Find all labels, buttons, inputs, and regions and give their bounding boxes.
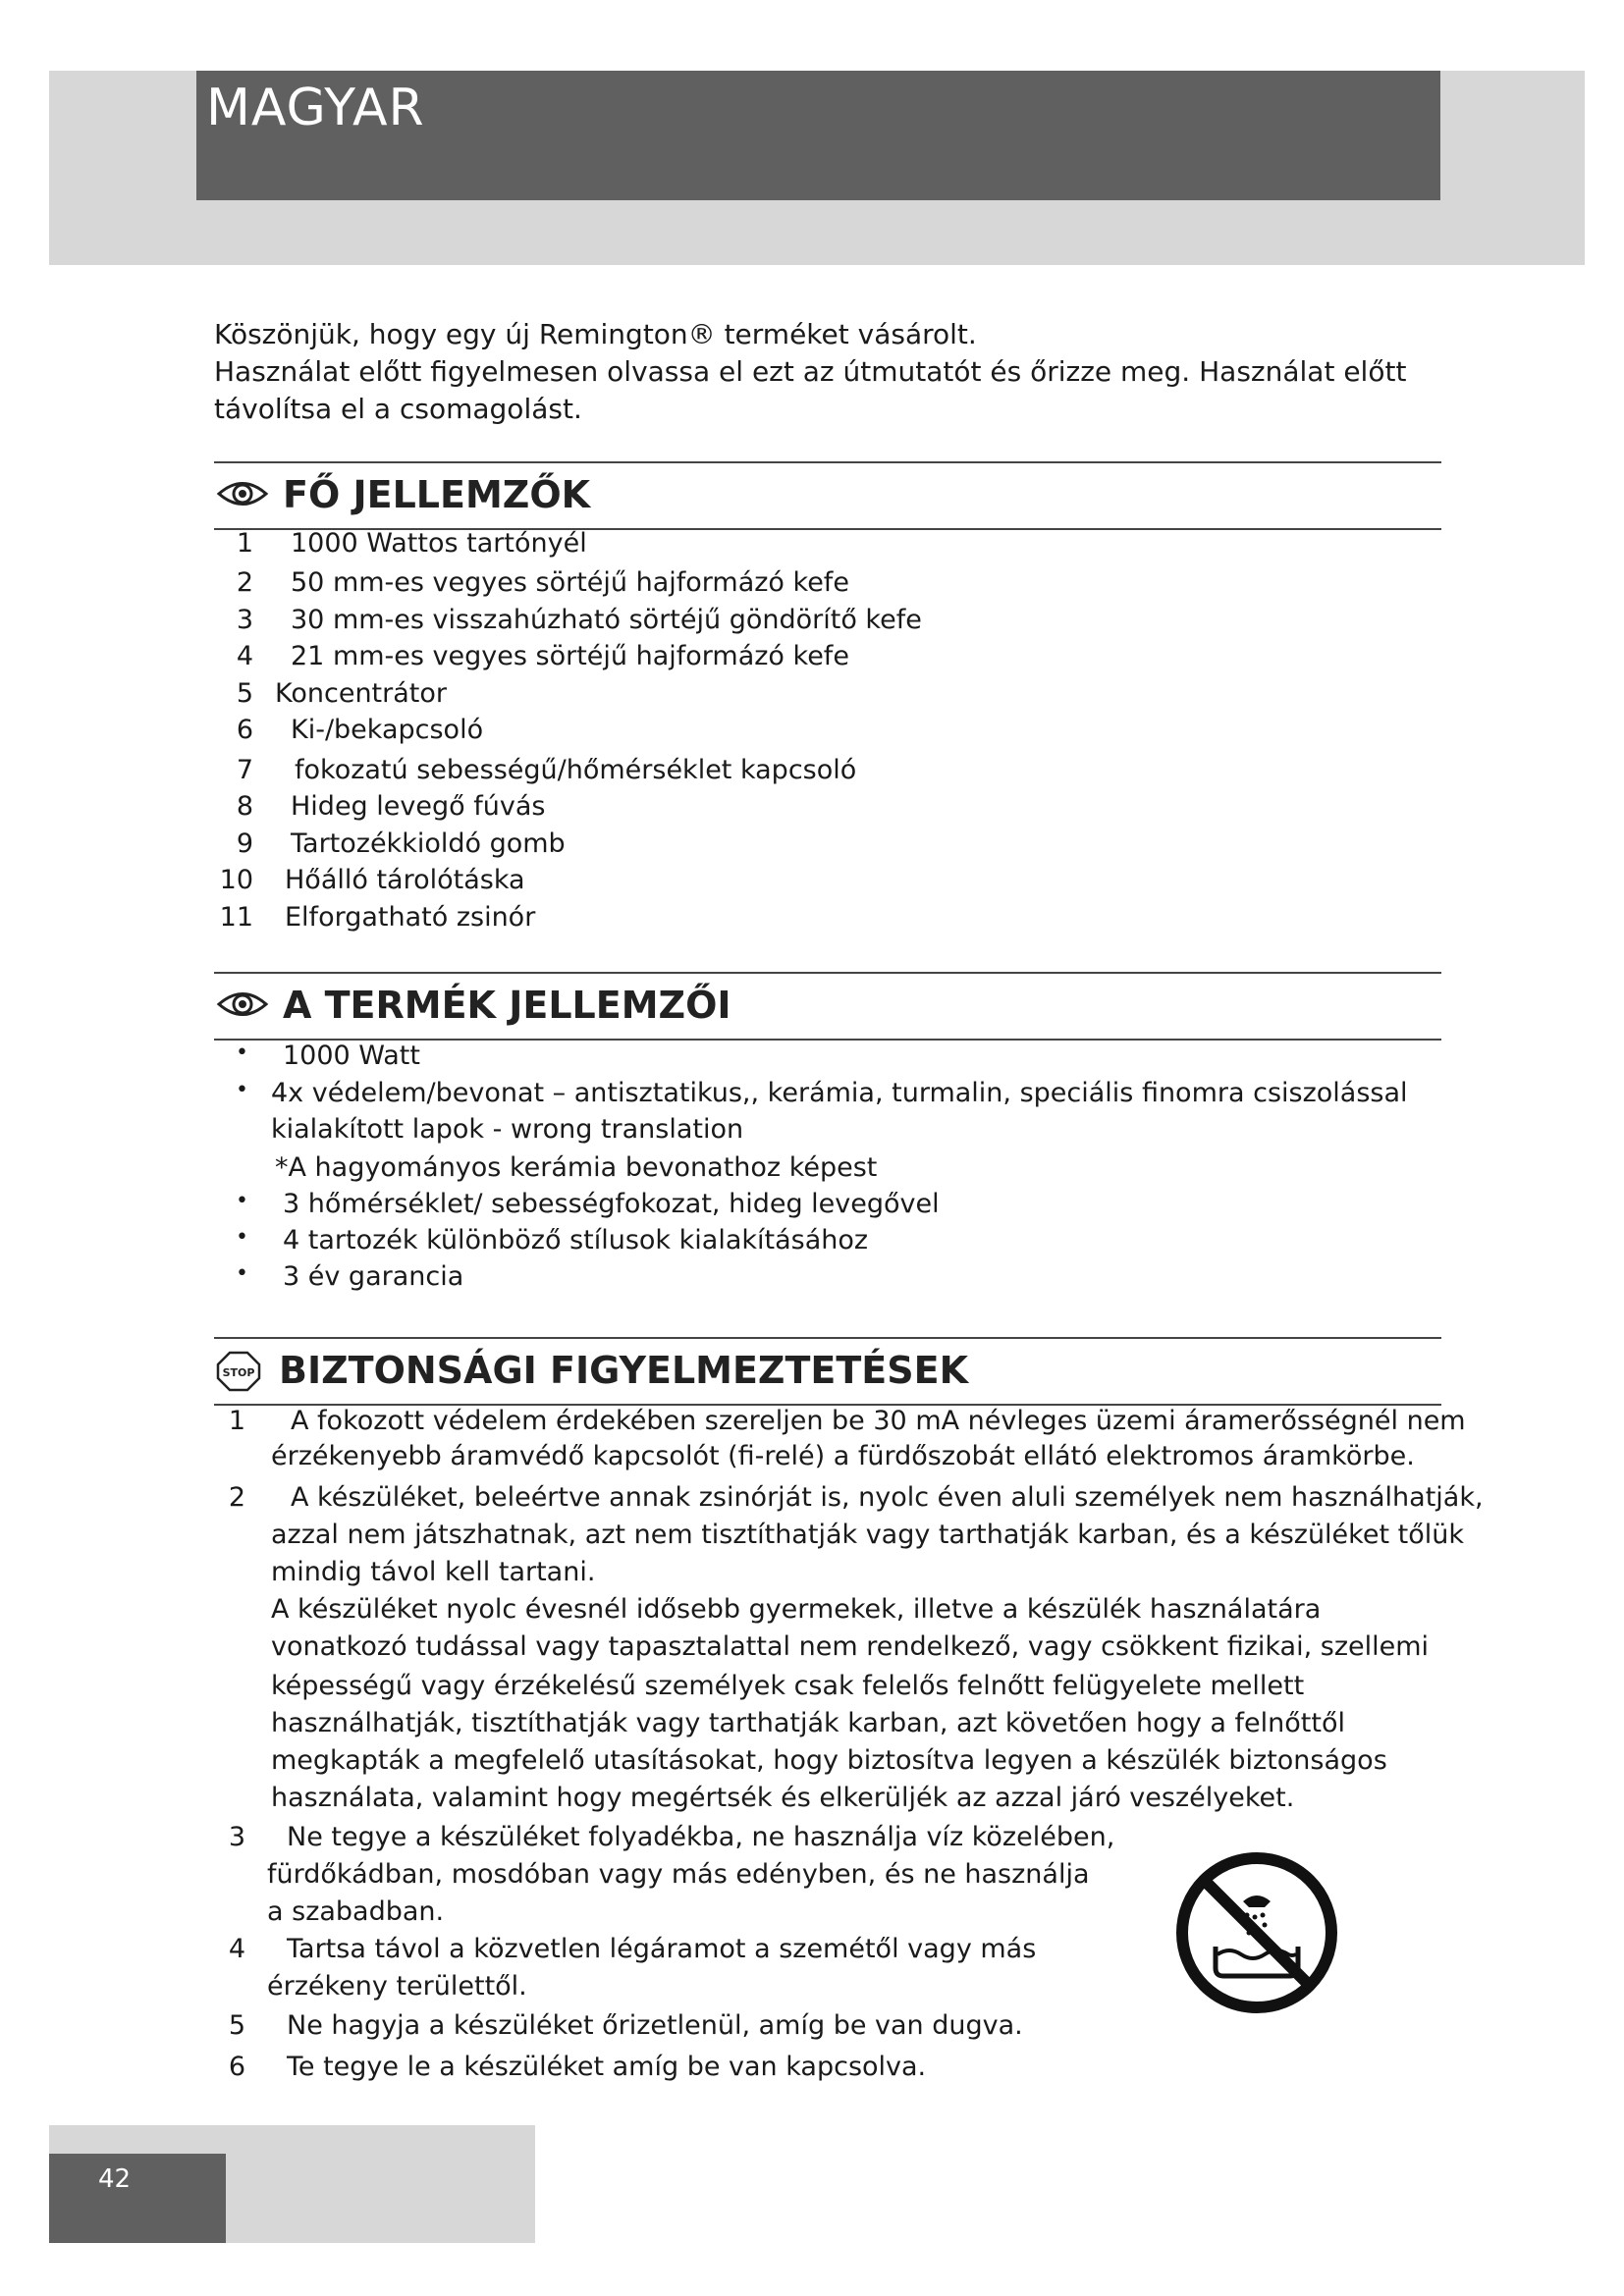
section-title-main-features (214, 461, 1441, 530)
item-text: 50 mm-es vegyes sörtéjű hajformázó kefe (291, 567, 849, 598)
item-number: 5 (228, 2010, 245, 2041)
item-text: képességű vagy érzékelésű személyek csak felelős felnőtt felügyelete mellett (271, 1671, 1305, 1701)
item-text: Hőálló tárolótáska (285, 865, 525, 895)
item-text: 30 mm-es visszahúzható sörtéjű göndörítő kefe (291, 605, 922, 635)
item-text: Koncentrátor (275, 678, 447, 709)
bullet-icon: • (236, 1189, 248, 1213)
item-text: Te tegye le a készüléket amíg be van kapcsolva. (287, 2052, 927, 2082)
item-number: 1 (236, 528, 253, 559)
bullet-icon: • (236, 1078, 248, 1102)
intro-line: távolítsa el a csomagolást. (214, 393, 582, 425)
item-text: megkapták a megfelelő utasításokat, hogy biztosítva legyen a készülék biztonságos (271, 1745, 1387, 1776)
item-text: a szabadban. (267, 1896, 445, 1927)
no-water-use-icon (1174, 1850, 1339, 2019)
item-text: használhatják, tisztíthatják vagy tarthatják karban, azt követően hogy a felnőttől (271, 1708, 1345, 1738)
item-number: 9 (236, 828, 253, 859)
item-text: érzékenyebb áramvédő kapcsolót (fi-relé) a fürdőszobát ellátó elektromos áramkörbe. (271, 1441, 1415, 1471)
item-text: használata, valamint hogy megértsék és elkerüljék az azzal járó veszélyeket. (271, 1783, 1295, 1813)
section-title-safety-warnings (214, 1337, 1441, 1406)
item-number: 6 (236, 715, 253, 745)
item-number: 11 (219, 902, 253, 933)
item-number: 1 (228, 1406, 245, 1436)
intro-line: Használat előtt figyelmesen olvassa el ezt az útmutatót és őrizze meg. Használat előtt (214, 355, 1407, 388)
intro-text (214, 316, 1451, 428)
section-title-text: FŐ JELLEMZŐK (283, 473, 591, 516)
section-title-text: BIZTONSÁGI FIGYELMEZTETÉSEK (279, 1349, 969, 1392)
item-number: 7 (236, 755, 253, 785)
item-text: Hideg levegő fúvás (291, 791, 546, 822)
item-text: A fokozott védelem érdekében szereljen be 30 mA névleges üzemi áramerősségnél nem (291, 1406, 1466, 1436)
stop-icon (216, 1351, 261, 1396)
item-text: 1000 Watt (283, 1041, 420, 1071)
bullet-icon: • (236, 1225, 248, 1250)
item-number: 4 (228, 1934, 245, 1964)
eye-icon (216, 477, 269, 514)
footer-page-box (49, 2154, 226, 2243)
item-number: 10 (219, 865, 253, 895)
item-text: azzal nem játszhatnak, azt nem tisztíthatják vagy tarthatják karban, és a készüléket tőlük (271, 1520, 1464, 1550)
item-text: 4 tartozék különböző stílusok kialakításához (283, 1225, 869, 1255)
item-text: *A hagyományos kerámia bevonathoz képest (275, 1152, 878, 1183)
item-text: fürdőkádban, mosdóban vagy más edényben, és ne használja (267, 1859, 1090, 1890)
item-text: Elforgatható zsinór (285, 902, 536, 933)
item-text: A készüléket nyolc évesnél idősebb gyermekek, illetve a készülék használatára (271, 1594, 1322, 1625)
item-text: Tartozékkioldó gomb (291, 828, 566, 859)
item-text: mindig távol kell tartani. (271, 1557, 596, 1587)
language-title: MAGYAR (206, 79, 425, 137)
item-number: 4 (236, 641, 253, 671)
page-number: 42 (98, 2164, 132, 2194)
section-title-product-features (214, 972, 1441, 1041)
eye-icon (216, 988, 269, 1025)
item-number: 3 (228, 1822, 245, 1852)
item-text: Ki-/bekapcsoló (291, 715, 484, 745)
bullet-icon: • (236, 1041, 248, 1065)
bullet-icon: • (236, 1261, 248, 1286)
item-text: vonatkozó tudással vagy tapasztalattal nem rendelkező, vagy csökkent fizikai, szellemi (271, 1631, 1430, 1662)
item-number: 8 (236, 791, 253, 822)
item-number: 2 (236, 567, 253, 598)
item-text: 4x védelem/bevonat – antisztatikus,, kerámia, turmalin, speciális finomra csiszolással (271, 1078, 1408, 1108)
item-text: Tartsa távol a közvetlen légáramot a szemétől vagy más (287, 1934, 1037, 1964)
item-number: 6 (228, 2052, 245, 2082)
section-title-text: A TERMÉK JELLEMZŐI (283, 984, 731, 1027)
item-text: Ne hagyja a készüléket őrizetlenül, amíg be van dugva. (287, 2010, 1023, 2041)
item-text: fokozatú sebességű/hőmérséklet kapcsoló (295, 755, 857, 785)
item-text: érzékeny területtől. (267, 1971, 527, 2002)
item-number: 2 (228, 1482, 245, 1513)
item-text: Ne tegye a készüléket folyadékba, ne használja víz közelében, (287, 1822, 1115, 1852)
item-text: 1000 Wattos tartónyél (291, 528, 587, 559)
item-number: 5 (236, 678, 253, 709)
item-number: 3 (236, 605, 253, 635)
stop-icon-label: STOP (222, 1366, 255, 1379)
item-text: 21 mm-es vegyes sörtéjű hajformázó kefe (291, 641, 849, 671)
intro-line: Köszönjük, hogy egy új Remington® terméket vásárolt. (214, 318, 977, 350)
item-text: A készüléket, beleértve annak zsinórját is, nyolc éven aluli személyek nem használhatják, (291, 1482, 1484, 1513)
item-text: 3 hőmérséklet/ sebességfokozat, hideg levegővel (283, 1189, 940, 1219)
item-text: kialakított lapok - wrong translation (271, 1114, 744, 1145)
item-text: 3 év garancia (283, 1261, 464, 1292)
